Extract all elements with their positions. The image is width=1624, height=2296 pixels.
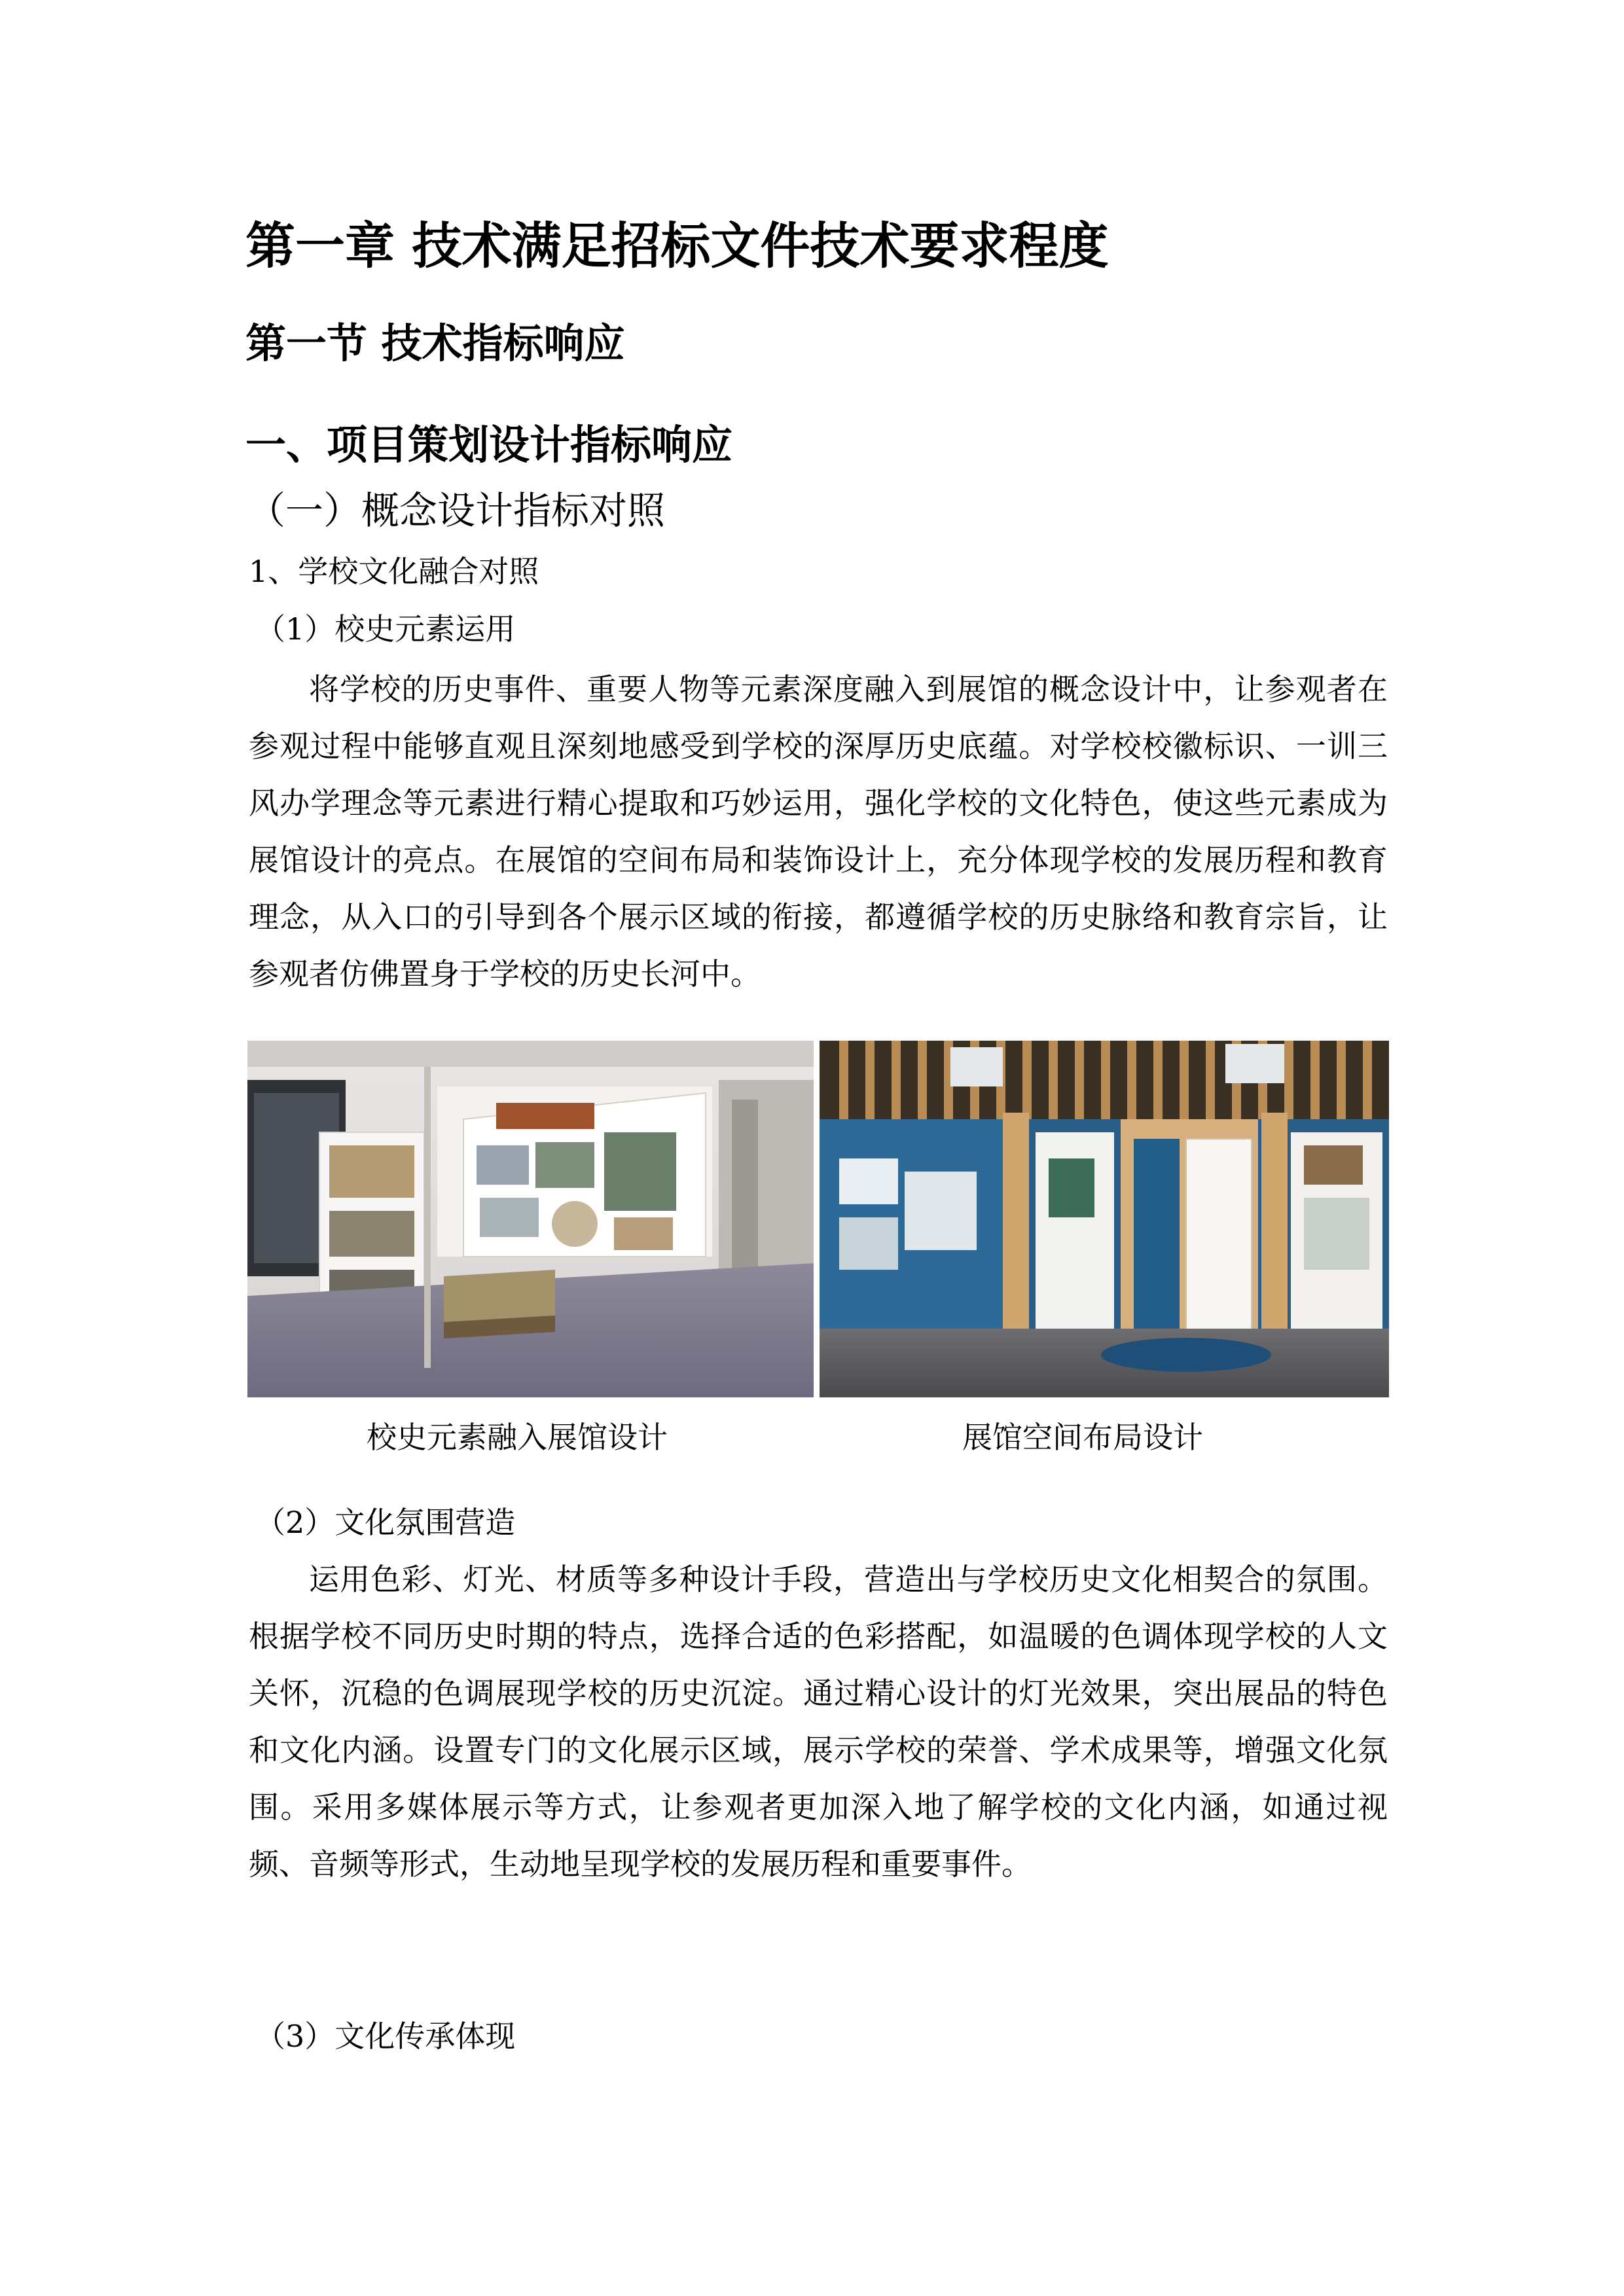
figure-caption-right: 展馆空间布局设计 — [962, 1420, 1203, 1455]
section-title: 第一节 技术指标响应 — [245, 319, 625, 367]
item-title: 1、学校文化融合对照 — [249, 554, 539, 589]
paragraph-history-elements: 将学校的历史事件、重要人物等元素深度融入到展馆的概念设计中，让参观者在参观过程中能够直观且深刻地感受到学校的深厚历史底蕴。对学校校徽标识、一训三风办学理念等元素进行精心提取和巧妙运用，强化学校的文化特色，使这些元素成为展馆设计的亮点。在展馆的空间布局和装饰设计上，充分体现学校的发展历程和教育理念，从入口的引导到各个展示区域的衔接，都遵循学校的历史脉络和教育宗旨，让参观者仿佛置身于学校的历史长河中。 — [249, 672, 1388, 992]
point-3-title: （3）文化传承体现 — [255, 2018, 516, 2054]
chapter-title: 第一章 技术满足招标文件技术要求程度 — [245, 217, 1109, 275]
subsection-title: 一、项目策划设计指标响应 — [245, 421, 733, 469]
point-1-title: （1）校史元素运用 — [255, 611, 516, 647]
point-2-title: （2）文化氛围营造 — [255, 1505, 516, 1540]
exhibition-photo-right — [820, 1041, 1389, 1397]
paragraph-culture-atmosphere: 运用色彩、灯光、材质等多种设计手段，营造出与学校历史文化相契合的氛围。根据学校不同历史时期的特点，选择合适的色彩搭配，如温暖的色调体现学校的人文关怀，沉稳的色调展现学校的历史沉淀。通过精心设计的灯光效果，突出展品的特色和文化内涵。设置专门的文化展示区域，展示学校的荣誉、学术成果等，增强文化氛围。采用多媒体展示等方式，让参观者更加深入地了解学校的文化内涵，如通过视频、音频等形式，生动地呈现学校的发展历程和重要事件。 — [249, 1562, 1388, 1882]
sub-subsection-title: （一）概念设计指标对照 — [247, 488, 666, 533]
figure-caption-left: 校史元素融入展馆设计 — [367, 1420, 668, 1455]
exhibition-photo-left — [247, 1041, 814, 1397]
